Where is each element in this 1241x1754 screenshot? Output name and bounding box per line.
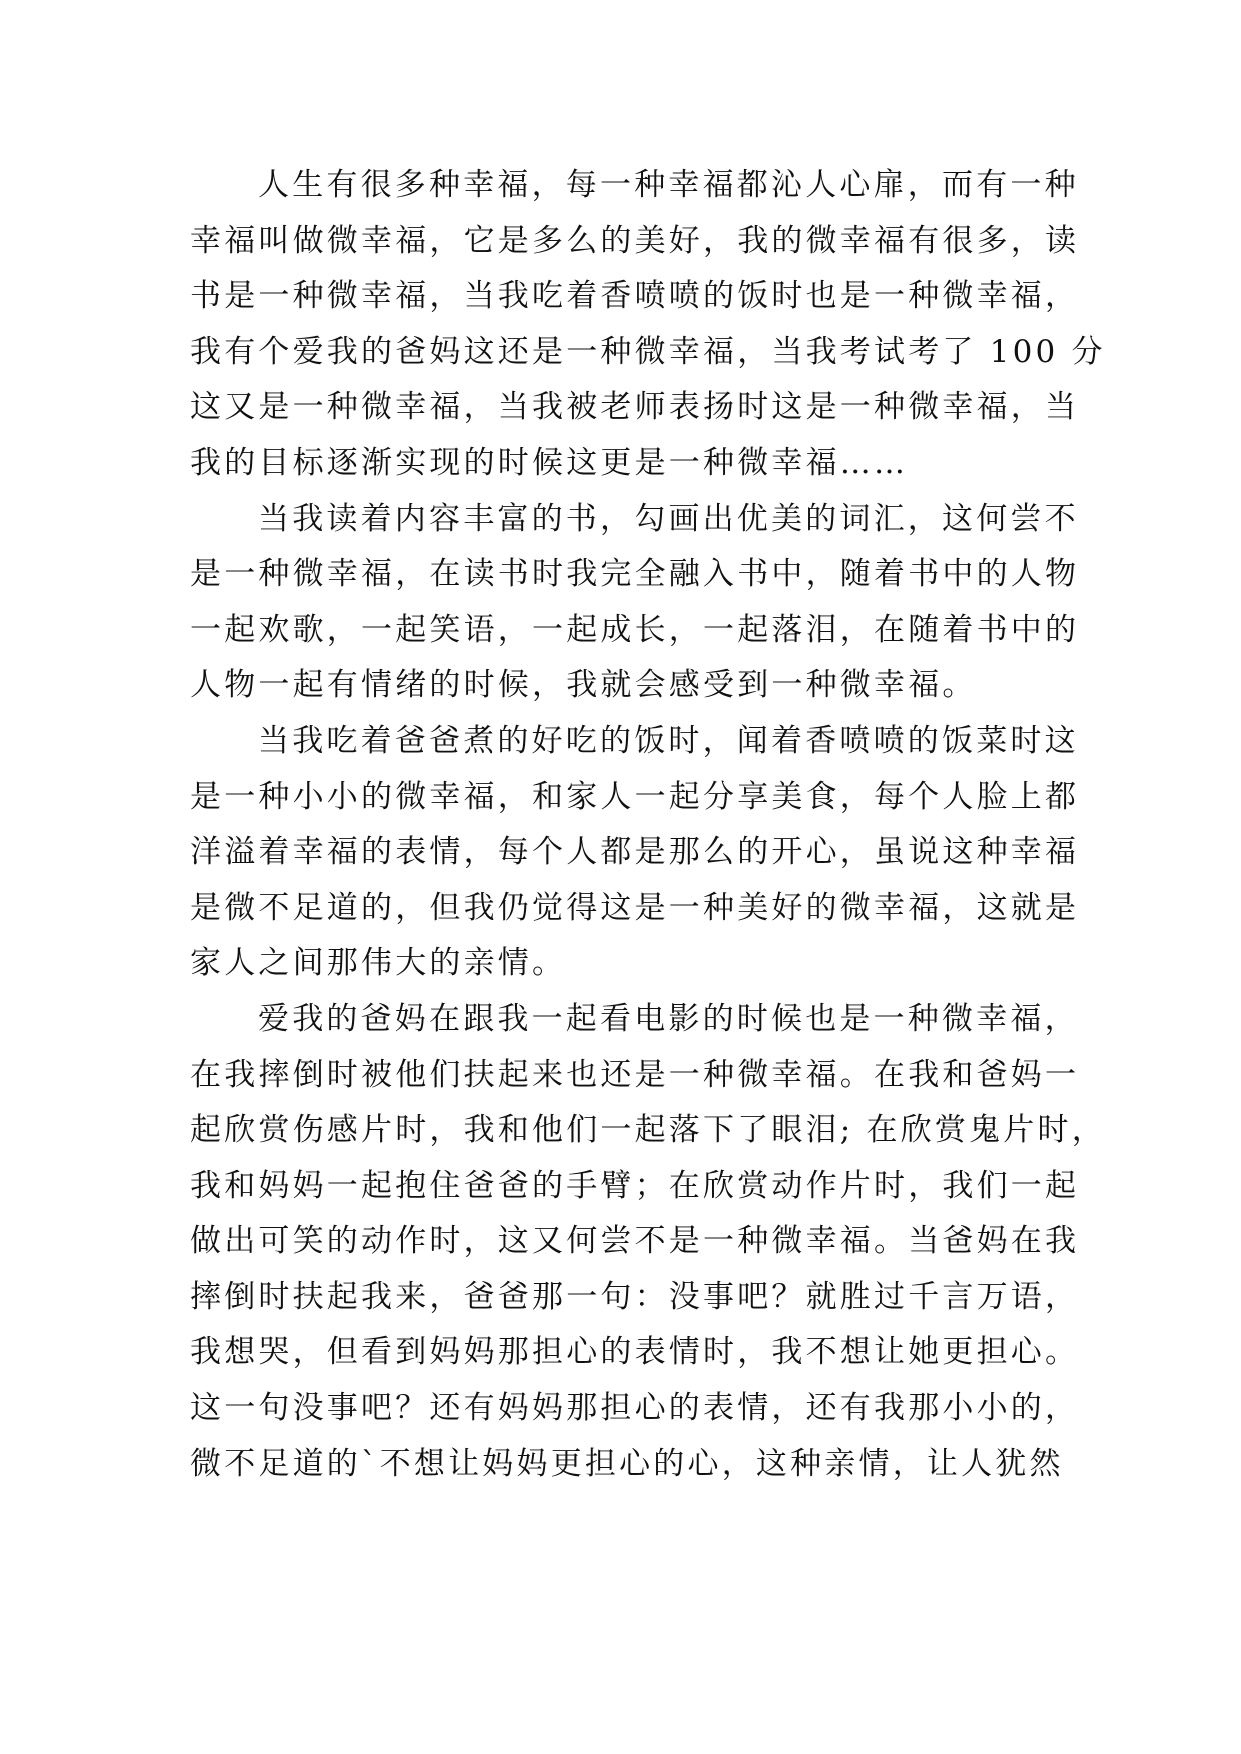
text-line: 做出可笑的动作时，这又何尝不是一种微幸福。当爸妈在我 <box>190 1223 1080 1260</box>
text-line: 是微不足道的，但我仍觉得这是一种美好的微幸福，这就是 <box>190 889 1080 926</box>
text-line: 一起欢歌，一起笑语，一起成长，一起落泪，在随着书中的 <box>190 611 1080 648</box>
text-line: 我想哭，但看到妈妈那担心的表情时，我不想让她更担心。 <box>190 1334 1080 1371</box>
text-line: 当我吃着爸爸煮的好吃的饭时，闻着香喷喷的饭菜时这 <box>258 722 1079 759</box>
text-line: 幸福叫做微幸福，它是多么的美好，我的微幸福有很多，读 <box>190 222 1080 259</box>
text-line: 起欣赏伤感片时，我和他们一起落下了眼泪; 在欣赏鬼片时， <box>190 1112 1106 1149</box>
text-line: 我的目标逐渐实现的时候这更是一种微幸福…… <box>190 444 909 481</box>
text-line: 摔倒时扶起我来，爸爸那一句：没事吧？就胜过千言万语， <box>190 1278 1080 1315</box>
text-line: 微不足道的`不想让妈妈更担心的心，这种亲情，让人犹然 <box>190 1445 1064 1482</box>
text-line: 这又是一种微幸福，当我被老师表扬时这是一种微幸福，当 <box>190 389 1080 426</box>
text-line: 我有个爱我的爸妈这还是一种微幸福，当我考试考了 100 分 <box>190 333 1106 370</box>
essay-body <box>190 158 1106 1492</box>
text-line: 是一种小小的微幸福，和家人一起分享美食，每个人脸上都 <box>190 778 1080 815</box>
text-line: 人物一起有情绪的时候，我就会感受到一种微幸福。 <box>190 667 977 704</box>
text-line: 当我读着内容丰富的书，勾画出优美的词汇，这何尝不 <box>258 500 1079 537</box>
text-line: 这一句没事吧？还有妈妈那担心的表情，还有我那小小的， <box>190 1390 1080 1427</box>
text-line: 我和妈妈一起抱住爸爸的手臂；在欣赏动作片时，我们一起 <box>190 1167 1080 1204</box>
text-line: 书是一种微幸福，当我吃着香喷喷的饭时也是一种微幸福， <box>190 278 1080 315</box>
text-line: 是一种微幸福，在读书时我完全融入书中，随着书中的人物 <box>190 556 1080 593</box>
text-line: 洋溢着幸福的表情，每个人都是那么的开心，虽说这种幸福 <box>190 834 1080 871</box>
text-line: 在我摔倒时被他们扶起来也还是一种微幸福。在我和爸妈一 <box>190 1056 1080 1093</box>
text-line: 家人之间那伟大的亲情。 <box>190 945 567 982</box>
text-line: 爱我的爸妈在跟我一起看电影的时候也是一种微幸福， <box>258 1000 1079 1037</box>
text-line: 人生有很多种幸福，每一种幸福都沁人心扉，而有一种 <box>258 167 1079 203</box>
